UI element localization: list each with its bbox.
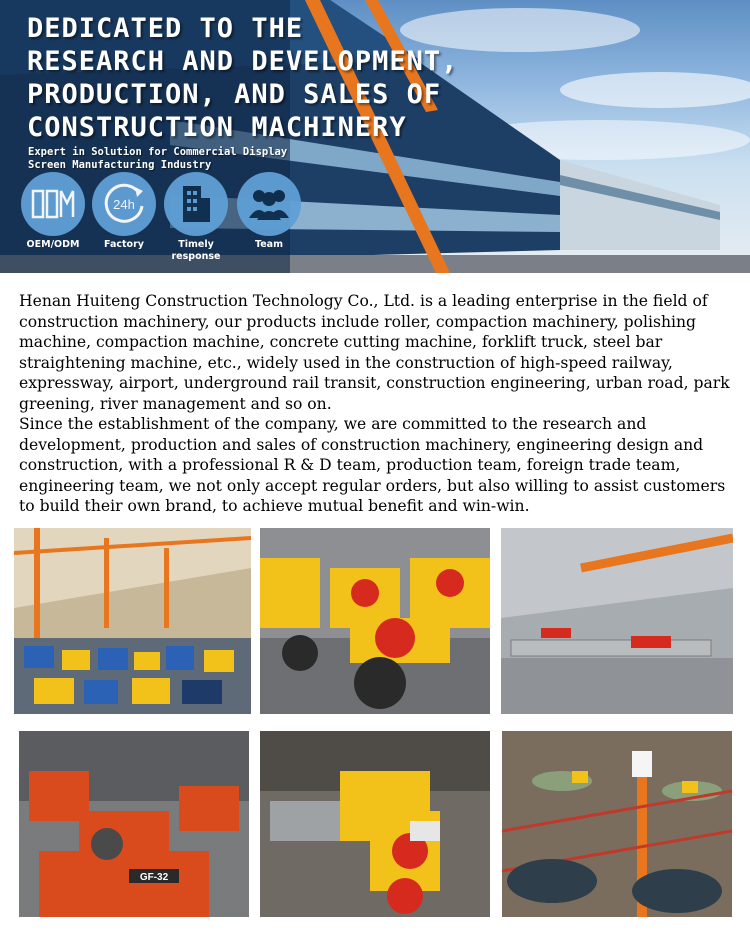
intro-paragraph: Since the establishment of the company, we are committed to the research and development, production and sales of construction machinery, engineering design and construction, with a professional R & D team, production team, foreign trade team, engineering team, we not only accept regular orders, but also willing to assist customers to build their own brand, to achieve mutual benefit and win-win. <box>19 415 726 515</box>
intro-paragraph: Henan Huiteng Construction Technology Co., Ltd. is a leading enterprise in the field of construction machinery, our products include roller, compaction machinery, polishing machine, compaction machine, concrete cutting machine, forklift truck, steel bar straightening machine, etc., widely used in the construction of high-speed railway, expressway, airport, underground rail transit, construction engineering, urban road, park greening, river management and so on. <box>19 292 730 413</box>
24h-clock-icon <box>92 172 156 236</box>
building-icon <box>164 172 228 236</box>
rebar-bender-photo <box>19 731 249 917</box>
team-icon <box>237 172 301 236</box>
feature-label: Team <box>255 239 283 250</box>
feature-oem-odm <box>20 172 86 251</box>
road-roller-photo <box>260 528 490 714</box>
company-introduction <box>19 291 741 517</box>
power-trowel-photo <box>502 731 732 917</box>
feature-factory <box>91 172 157 251</box>
oem-icon <box>21 172 85 236</box>
hero-subtitle <box>28 146 287 172</box>
24h-text: 24h <box>113 197 135 212</box>
feature-label: Factory <box>104 239 144 250</box>
hero-title-line: RESEARCH AND DEVELOPMENT, <box>27 46 459 77</box>
factory-floor-photo <box>14 528 251 714</box>
hero-title-line: PRODUCTION, AND SALES OF <box>27 79 442 110</box>
hero-title <box>27 12 458 144</box>
hero-title-line: DEDICATED TO THE <box>27 13 304 44</box>
hero-title-line: CONSTRUCTION MACHINERY <box>27 112 407 143</box>
machine-model-label: GF-32 <box>139 872 169 883</box>
feature-timely-response <box>163 172 229 263</box>
feature-label: Timely response <box>171 239 221 262</box>
feature-team <box>236 172 302 251</box>
feature-label: OEM/ODM <box>26 239 80 250</box>
hero-banner <box>0 0 750 273</box>
hero-subtitle-line: Screen Manufacturing Industry <box>28 159 212 171</box>
roller-assembly-photo <box>260 731 490 917</box>
hero-subtitle-line: Expert in Solution for Commercial Display <box>28 146 288 158</box>
production-line-photo <box>501 528 733 714</box>
